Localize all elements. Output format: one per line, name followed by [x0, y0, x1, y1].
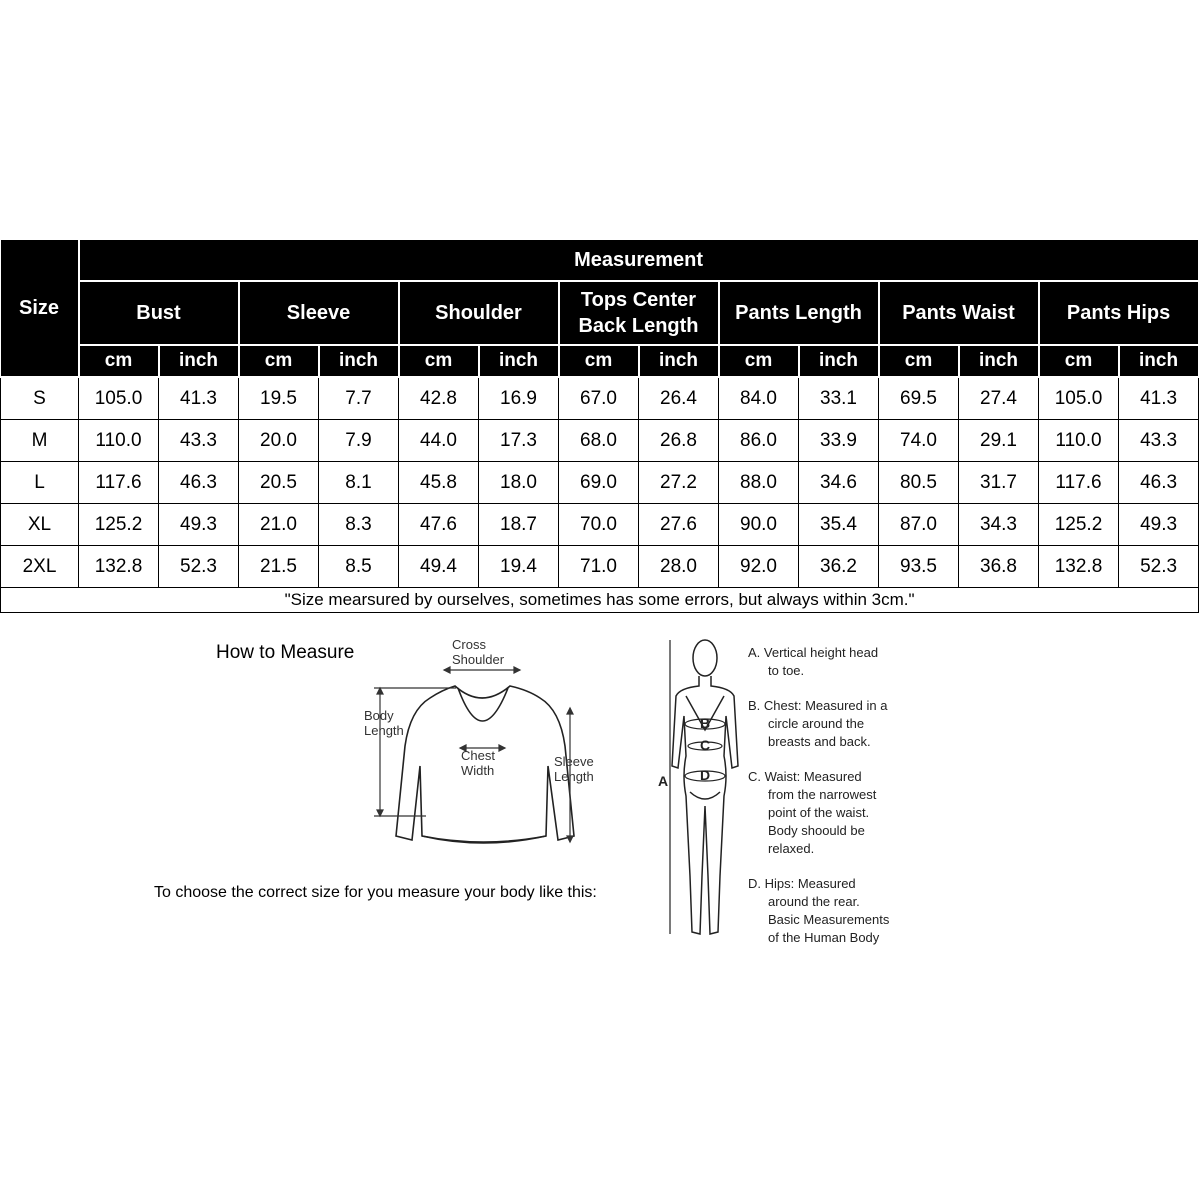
value-cell: 34.6 — [799, 462, 879, 504]
value-cell: 47.6 — [399, 504, 479, 546]
value-cell: 7.9 — [319, 420, 399, 462]
group-header: Pants Waist — [879, 281, 1039, 345]
chest-width-label-2: Width — [461, 763, 495, 778]
value-cell: 49.3 — [1119, 504, 1199, 546]
value-cell: 93.5 — [879, 546, 959, 588]
unit-header: inch — [639, 345, 719, 377]
value-cell: 110.0 — [79, 420, 159, 462]
value-cell: 80.5 — [879, 462, 959, 504]
value-cell: 33.9 — [799, 420, 879, 462]
value-cell: 35.4 — [799, 504, 879, 546]
value-cell: 88.0 — [719, 462, 799, 504]
value-cell: 19.5 — [239, 377, 319, 420]
size-cell: L — [1, 462, 79, 504]
legend-entry — [748, 768, 923, 858]
table-row — [1, 546, 1199, 588]
value-cell: 125.2 — [79, 504, 159, 546]
value-cell: 36.2 — [799, 546, 879, 588]
value-cell: 21.0 — [239, 504, 319, 546]
table-row — [1, 462, 1199, 504]
value-cell: 45.8 — [399, 462, 479, 504]
value-cell: 44.0 — [399, 420, 479, 462]
value-cell: 7.7 — [319, 377, 399, 420]
legend-entry-line: Basic Measurements — [768, 912, 890, 927]
value-cell: 21.5 — [239, 546, 319, 588]
choose-size-instruction: To choose the correct size for you measure your body like this: — [154, 884, 597, 901]
value-cell: 41.3 — [1119, 377, 1199, 420]
unit-header: cm — [559, 345, 639, 377]
value-cell: 69.0 — [559, 462, 639, 504]
value-cell: 46.3 — [1119, 462, 1199, 504]
size-column-header: Size — [1, 240, 79, 377]
size-chart-table — [0, 240, 1200, 613]
legend-entry-first-line: B. Chest: Measured in a — [748, 698, 888, 713]
value-cell: 52.3 — [159, 546, 239, 588]
value-cell: 31.7 — [959, 462, 1039, 504]
size-cell: M — [1, 420, 79, 462]
sleeve-length-label-1: Sleeve — [554, 754, 594, 769]
value-cell: 8.3 — [319, 504, 399, 546]
value-cell: 43.3 — [1119, 420, 1199, 462]
value-cell: 125.2 — [1039, 504, 1119, 546]
legend-entry-line: from the narrowest — [768, 787, 877, 802]
unit-header: cm — [719, 345, 799, 377]
value-cell: 90.0 — [719, 504, 799, 546]
value-cell: 86.0 — [719, 420, 799, 462]
unit-header: cm — [239, 345, 319, 377]
group-header: Sleeve — [239, 281, 399, 345]
value-cell: 46.3 — [159, 462, 239, 504]
legend-entry-first-line: A. Vertical height head — [748, 645, 879, 660]
value-cell: 49.4 — [399, 546, 479, 588]
legend-entry-line: of the Human Body — [768, 930, 880, 945]
legend-entry-first-line: D. Hips: Measured — [748, 876, 856, 891]
figure-label-a: A — [658, 773, 669, 789]
legend-entry-line: circle around the — [768, 716, 865, 731]
unit-header: inch — [959, 345, 1039, 377]
value-cell: 16.9 — [479, 377, 559, 420]
legend-entry-line: point of the waist. — [768, 805, 870, 820]
group-header: Pants Hips — [1039, 281, 1199, 345]
cross-shoulder-label-2: Shoulder — [452, 652, 505, 667]
value-cell: 74.0 — [879, 420, 959, 462]
unit-header: cm — [1039, 345, 1119, 377]
body-length-label-2: Length — [364, 723, 404, 738]
value-cell: 8.5 — [319, 546, 399, 588]
unit-header: inch — [1119, 345, 1199, 377]
table-row — [1, 420, 1199, 462]
value-cell: 132.8 — [1039, 546, 1119, 588]
value-cell: 17.3 — [479, 420, 559, 462]
value-cell: 27.6 — [639, 504, 719, 546]
value-cell: 110.0 — [1039, 420, 1119, 462]
chest-width-label-1: Chest — [461, 748, 495, 763]
value-cell: 26.8 — [639, 420, 719, 462]
cross-shoulder-label-1: Cross — [452, 637, 486, 652]
size-cell: XL — [1, 504, 79, 546]
legend-entry-line: around the rear. — [768, 894, 860, 909]
unit-header: inch — [479, 345, 559, 377]
value-cell: 105.0 — [79, 377, 159, 420]
value-cell: 69.5 — [879, 377, 959, 420]
value-cell: 105.0 — [1039, 377, 1119, 420]
value-cell: 34.3 — [959, 504, 1039, 546]
legend-entry — [748, 875, 923, 947]
how-to-measure-title: How to Measure — [216, 642, 355, 663]
size-note: "Size mearsured by ourselves, sometimes has some errors, but always within 3cm." — [1, 588, 1199, 613]
unit-header: inch — [799, 345, 879, 377]
sweater-diagram — [360, 636, 610, 858]
value-cell: 49.3 — [159, 504, 239, 546]
unit-header: inch — [319, 345, 399, 377]
unit-header: cm — [79, 345, 159, 377]
value-cell: 92.0 — [719, 546, 799, 588]
legend-entry — [748, 697, 923, 751]
value-cell: 42.8 — [399, 377, 479, 420]
sleeve-length-label-2: Length — [554, 769, 594, 784]
value-cell: 87.0 — [879, 504, 959, 546]
value-cell: 27.2 — [639, 462, 719, 504]
unit-header: cm — [879, 345, 959, 377]
table-row — [1, 504, 1199, 546]
legend-entry — [748, 644, 923, 680]
value-cell: 67.0 — [559, 377, 639, 420]
value-cell: 18.0 — [479, 462, 559, 504]
value-cell: 33.1 — [799, 377, 879, 420]
unit-header: cm — [399, 345, 479, 377]
table-row — [1, 377, 1199, 420]
value-cell: 36.8 — [959, 546, 1039, 588]
value-cell: 52.3 — [1119, 546, 1199, 588]
figure-label-c: C — [700, 737, 711, 753]
value-cell: 19.4 — [479, 546, 559, 588]
value-cell: 71.0 — [559, 546, 639, 588]
value-cell: 41.3 — [159, 377, 239, 420]
value-cell: 70.0 — [559, 504, 639, 546]
measurement-header: Measurement — [79, 240, 1199, 281]
legend-entry-first-line: C. Waist: Measured — [748, 769, 862, 784]
value-cell: 29.1 — [959, 420, 1039, 462]
size-cell: 2XL — [1, 546, 79, 588]
value-cell: 68.0 — [559, 420, 639, 462]
value-cell: 84.0 — [719, 377, 799, 420]
group-header: Tops Center Back Length — [559, 281, 719, 345]
value-cell: 132.8 — [79, 546, 159, 588]
figure-label-d: D — [700, 767, 711, 783]
legend-entry-line: Body shoould be — [768, 823, 865, 838]
value-cell: 20.0 — [239, 420, 319, 462]
legend-entry-line: breasts and back. — [768, 734, 871, 749]
value-cell: 27.4 — [959, 377, 1039, 420]
group-header: Pants Length — [719, 281, 879, 345]
figure-label-b: B — [700, 715, 711, 731]
measurement-legend — [748, 644, 923, 964]
legend-entry-line: relaxed. — [768, 841, 815, 856]
group-header: Bust — [79, 281, 239, 345]
value-cell: 26.4 — [639, 377, 719, 420]
value-cell: 8.1 — [319, 462, 399, 504]
value-cell: 18.7 — [479, 504, 559, 546]
body-figure-diagram — [650, 636, 760, 942]
value-cell: 28.0 — [639, 546, 719, 588]
body-length-label-1: Body — [364, 708, 394, 723]
group-header: Shoulder — [399, 281, 559, 345]
size-cell: S — [1, 377, 79, 420]
legend-entry-line: to toe. — [768, 663, 805, 678]
unit-header: inch — [159, 345, 239, 377]
value-cell: 43.3 — [159, 420, 239, 462]
value-cell: 20.5 — [239, 462, 319, 504]
value-cell: 117.6 — [79, 462, 159, 504]
value-cell: 117.6 — [1039, 462, 1119, 504]
